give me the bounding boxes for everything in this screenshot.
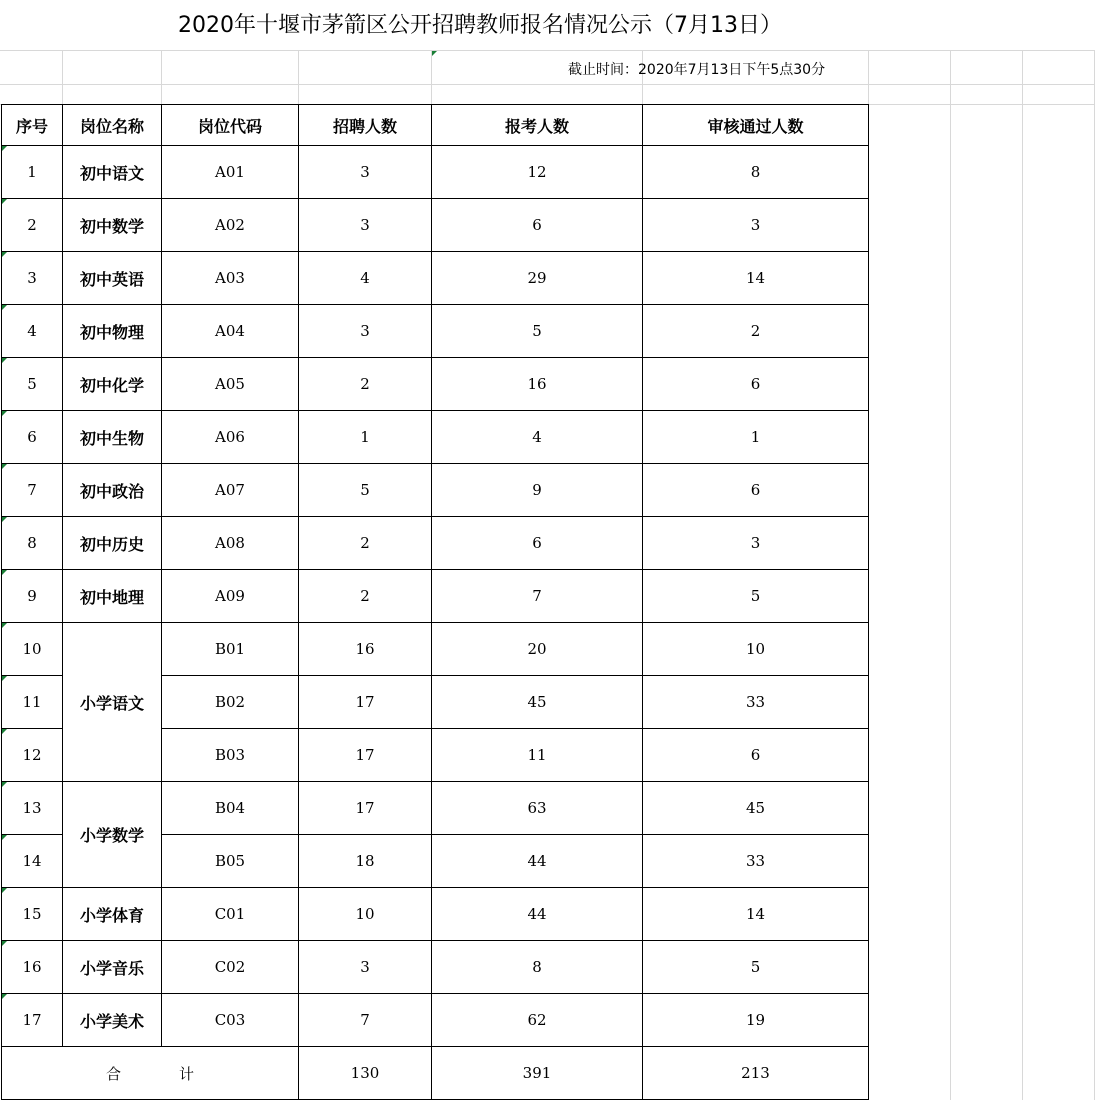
- cell-name[interactable]: 小学美术: [63, 994, 162, 1047]
- cell-hire[interactable]: 2: [299, 570, 432, 623]
- cell-hire[interactable]: 17: [299, 676, 432, 729]
- cell-no[interactable]: [2, 517, 63, 570]
- cell-pass[interactable]: 5: [643, 570, 869, 623]
- cell-no[interactable]: [2, 729, 63, 782]
- cell-no-text: 3: [27, 269, 37, 287]
- cell-marker: [2, 358, 7, 363]
- cell-apply[interactable]: 29: [432, 252, 643, 305]
- cell-marker: [2, 782, 7, 787]
- cell-no[interactable]: [2, 782, 63, 835]
- cell-apply[interactable]: 20: [432, 623, 643, 676]
- header-cell-pass[interactable]: 审核通过人数: [643, 105, 869, 146]
- cell-pass[interactable]: 14: [643, 888, 869, 941]
- cell-pass[interactable]: 3: [643, 199, 869, 252]
- cell-pass[interactable]: 19: [643, 994, 869, 1047]
- cell-no-text: 4: [27, 322, 37, 340]
- table-row: [2, 252, 869, 305]
- cell-no[interactable]: [2, 411, 63, 464]
- header-cell-hire[interactable]: 招聘人数: [299, 105, 432, 146]
- cell-apply[interactable]: 8: [432, 941, 643, 994]
- cell-apply[interactable]: 45: [432, 676, 643, 729]
- cell-hire[interactable]: 3: [299, 941, 432, 994]
- cell-hire[interactable]: 16: [299, 623, 432, 676]
- grid-line: [950, 0, 951, 1100]
- table-row: [2, 358, 869, 411]
- cell-pass[interactable]: 1: [643, 411, 869, 464]
- grid-line: [0, 84, 1095, 85]
- cell-name[interactable]: 小学音乐: [63, 941, 162, 994]
- cell-code[interactable]: A02: [162, 199, 299, 252]
- cell-hire[interactable]: 2: [299, 517, 432, 570]
- cell-name[interactable]: 初中数学: [63, 199, 162, 252]
- cell-marker: [2, 888, 7, 893]
- cell-code[interactable]: C03: [162, 994, 299, 1047]
- cell-code[interactable]: B02: [162, 676, 299, 729]
- cell-no[interactable]: [2, 358, 63, 411]
- cell-apply[interactable]: 12: [432, 146, 643, 199]
- cell-no[interactable]: [2, 941, 63, 994]
- cell-name[interactable]: 初中英语: [63, 252, 162, 305]
- cell-marker: [2, 623, 7, 628]
- header-cell-apply[interactable]: 报考人数: [432, 105, 643, 146]
- table-row: [2, 941, 869, 994]
- cell-apply[interactable]: 5: [432, 305, 643, 358]
- cell-hire[interactable]: 7: [299, 994, 432, 1047]
- total-pass[interactable]: 213: [643, 1047, 869, 1100]
- header-row: [2, 105, 869, 146]
- cell-no-text: 11: [22, 693, 42, 711]
- cell-marker: [2, 199, 7, 204]
- cell-name-merged[interactable]: 小学数学: [63, 782, 162, 888]
- cell-apply[interactable]: 9: [432, 464, 643, 517]
- cell-hire[interactable]: 2: [299, 358, 432, 411]
- table-row: [2, 782, 869, 835]
- cell-code[interactable]: C01: [162, 888, 299, 941]
- header-cell-name[interactable]: 岗位名称: [63, 105, 162, 146]
- cell-apply[interactable]: 62: [432, 994, 643, 1047]
- cell-pass[interactable]: 14: [643, 252, 869, 305]
- cell-hire[interactable]: 17: [299, 729, 432, 782]
- cell-apply[interactable]: 44: [432, 835, 643, 888]
- total-hire[interactable]: 130: [299, 1047, 432, 1100]
- cell-code[interactable]: A03: [162, 252, 299, 305]
- cell-no[interactable]: [2, 570, 63, 623]
- cell-apply[interactable]: 6: [432, 199, 643, 252]
- cell-pass[interactable]: 33: [643, 835, 869, 888]
- cell-code[interactable]: A01: [162, 146, 299, 199]
- cell-code[interactable]: B04: [162, 782, 299, 835]
- cell-no[interactable]: [2, 623, 63, 676]
- cell-pass[interactable]: 5: [643, 941, 869, 994]
- cell-marker: [2, 411, 7, 416]
- cell-no[interactable]: [2, 994, 63, 1047]
- cell-no-text: 12: [22, 746, 42, 764]
- cell-marker: [432, 51, 437, 56]
- cell-name[interactable]: 初中物理: [63, 305, 162, 358]
- cell-hire[interactable]: 3: [299, 146, 432, 199]
- table-row: [2, 517, 869, 570]
- cell-name[interactable]: 初中历史: [63, 517, 162, 570]
- cell-hire[interactable]: 17: [299, 782, 432, 835]
- cell-code[interactable]: C02: [162, 941, 299, 994]
- cell-name[interactable]: 初中化学: [63, 358, 162, 411]
- deadline-text: 截止时间：2020年7月13日下午5点30分: [568, 62, 826, 78]
- cell-apply[interactable]: 4: [432, 411, 643, 464]
- cell-no-text: 13: [22, 799, 42, 817]
- total-label-a: 合: [105, 1064, 121, 1083]
- cell-name[interactable]: 初中政治: [63, 464, 162, 517]
- cell-no-text: 6: [27, 428, 37, 446]
- cell-pass[interactable]: 3: [643, 517, 869, 570]
- cell-marker: [2, 252, 7, 257]
- cell-no[interactable]: [2, 305, 63, 358]
- cell-marker: [2, 146, 7, 151]
- cell-marker: [2, 729, 7, 734]
- cell-hire[interactable]: 1: [299, 411, 432, 464]
- cell-pass[interactable]: 8: [643, 146, 869, 199]
- cell-pass[interactable]: 2: [643, 305, 869, 358]
- cell-code[interactable]: B01: [162, 623, 299, 676]
- cell-no-text: 7: [27, 481, 37, 499]
- table-row: [2, 888, 869, 941]
- cell-no-text: 5: [27, 375, 37, 393]
- cell-apply[interactable]: 11: [432, 729, 643, 782]
- cell-no-text: 15: [22, 905, 42, 923]
- cell-apply[interactable]: 44: [432, 888, 643, 941]
- cell-no-text: 16: [22, 958, 42, 976]
- cell-apply[interactable]: 6: [432, 517, 643, 570]
- cell-marker: [2, 941, 7, 946]
- grid-line: [1022, 0, 1023, 1100]
- cell-code[interactable]: A06: [162, 411, 299, 464]
- header-cell-no[interactable]: 序号: [2, 105, 63, 146]
- cell-marker: [2, 994, 7, 999]
- cell-no[interactable]: [2, 146, 63, 199]
- cell-apply[interactable]: 16: [432, 358, 643, 411]
- page-title: 2020年十堰市茅箭区公开招聘教师报名情况公示（7月13日）: [0, 0, 960, 50]
- total-row: [2, 1047, 869, 1100]
- cell-no[interactable]: [2, 199, 63, 252]
- cell-no-text: 8: [27, 534, 37, 552]
- cell-no-text: 9: [27, 587, 37, 605]
- table-row: [2, 623, 869, 676]
- cell-apply[interactable]: 63: [432, 782, 643, 835]
- cell-name[interactable]: 小学体育: [63, 888, 162, 941]
- cell-no-text: 10: [22, 640, 42, 658]
- cell-code[interactable]: B03: [162, 729, 299, 782]
- cell-code[interactable]: B05: [162, 835, 299, 888]
- cell-marker: [2, 517, 7, 522]
- cell-name[interactable]: 初中生物: [63, 411, 162, 464]
- cell-marker: [2, 676, 7, 681]
- cell-hire[interactable]: 3: [299, 305, 432, 358]
- table-row: [2, 411, 869, 464]
- cell-name[interactable]: 初中地理: [63, 570, 162, 623]
- cell-no-text: 14: [22, 852, 42, 870]
- cell-apply[interactable]: 7: [432, 570, 643, 623]
- cell-name-merged[interactable]: 小学语文: [63, 623, 162, 782]
- cell-marker: [2, 464, 7, 469]
- cell-code[interactable]: A04: [162, 305, 299, 358]
- cell-pass[interactable]: 45: [643, 782, 869, 835]
- cell-hire[interactable]: 10: [299, 888, 432, 941]
- cell-code[interactable]: A09: [162, 570, 299, 623]
- table-row: [2, 199, 869, 252]
- header-cell-code[interactable]: 岗位代码: [162, 105, 299, 146]
- cell-pass[interactable]: 6: [643, 358, 869, 411]
- total-apply[interactable]: 391: [432, 1047, 643, 1100]
- total-label-b: 计: [179, 1064, 195, 1083]
- cell-pass[interactable]: 6: [643, 729, 869, 782]
- cell-hire[interactable]: 18: [299, 835, 432, 888]
- cell-marker: [2, 835, 7, 840]
- table-row: [2, 146, 869, 199]
- cell-no-text: 1: [27, 163, 37, 181]
- cell-code[interactable]: A05: [162, 358, 299, 411]
- cell-name[interactable]: 初中语文: [63, 146, 162, 199]
- cell-hire[interactable]: 4: [299, 252, 432, 305]
- cell-marker: [2, 570, 7, 575]
- recruitment-table: [1, 104, 869, 1100]
- cell-no[interactable]: [2, 835, 63, 888]
- cell-no[interactable]: [2, 464, 63, 517]
- cell-no[interactable]: [2, 676, 63, 729]
- cell-code[interactable]: A07: [162, 464, 299, 517]
- cell-no[interactable]: [2, 252, 63, 305]
- cell-hire[interactable]: 5: [299, 464, 432, 517]
- table-row: [2, 305, 869, 358]
- cell-hire[interactable]: 3: [299, 199, 432, 252]
- cell-code[interactable]: A08: [162, 517, 299, 570]
- cell-pass[interactable]: 10: [643, 623, 869, 676]
- cell-marker: [2, 305, 7, 310]
- cell-pass[interactable]: 33: [643, 676, 869, 729]
- grid-line: [0, 50, 1095, 51]
- table-row: [2, 570, 869, 623]
- total-label-cell[interactable]: [2, 1047, 299, 1100]
- table-row: [2, 994, 869, 1047]
- cell-no-text: 2: [27, 216, 37, 234]
- cell-pass[interactable]: 6: [643, 464, 869, 517]
- table-row: [2, 464, 869, 517]
- cell-no-text: 17: [22, 1011, 42, 1029]
- cell-no[interactable]: [2, 888, 63, 941]
